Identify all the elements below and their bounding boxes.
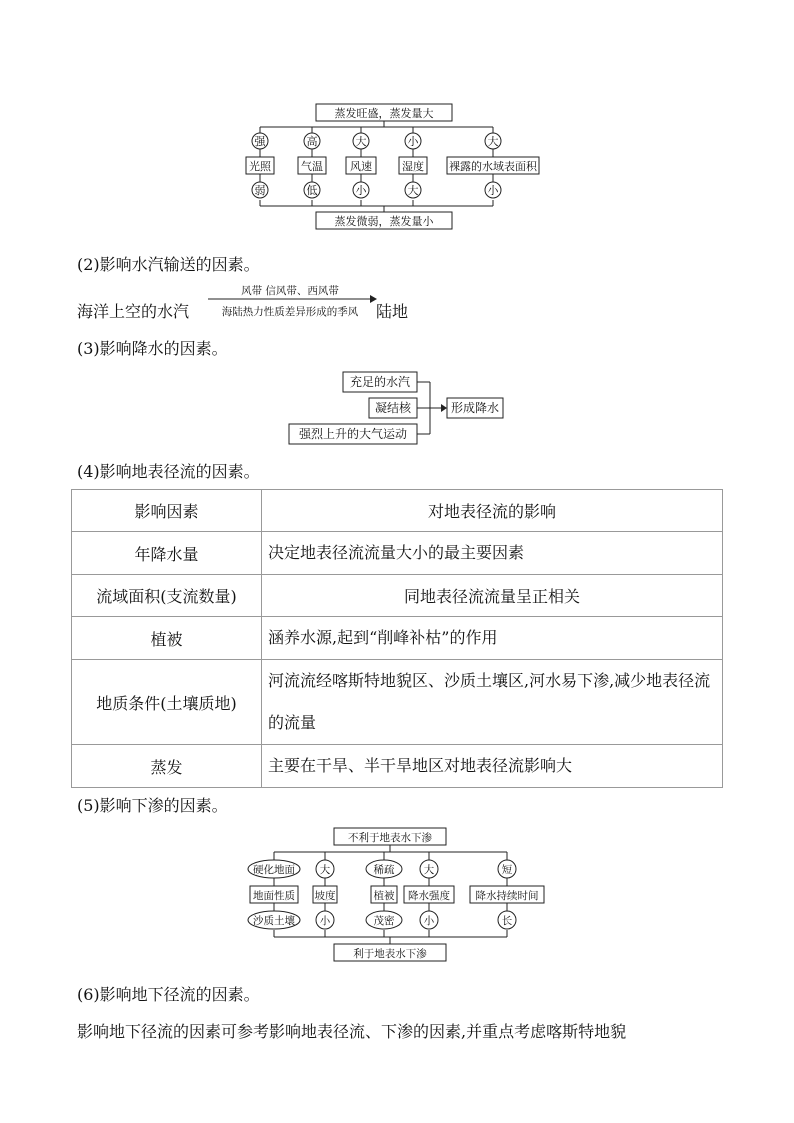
infiltration-factor-label: 降水持续时间 bbox=[475, 890, 539, 902]
evap-low-value: 弱 bbox=[254, 184, 266, 197]
table-row bbox=[72, 532, 723, 575]
precipitation-result: 形成降水 bbox=[450, 401, 500, 415]
condition-nuclei: 凝结核 bbox=[374, 401, 412, 415]
evap-high-value: 大 bbox=[487, 135, 499, 148]
infiltration-low-value: 小 bbox=[319, 915, 331, 927]
infiltration-low-value: 沙质土壤 bbox=[253, 915, 295, 927]
infiltration-bottom-label: 利于地表水下渗 bbox=[353, 948, 427, 960]
vapor-source: 海洋上空的水汽 bbox=[77, 302, 190, 321]
evap-low-value: 低 bbox=[306, 184, 318, 197]
section-6-heading: (6)影响地下径流的因素。 bbox=[77, 985, 260, 1004]
vapor-destination: 陆地 bbox=[376, 302, 409, 321]
condition-uplift: 强烈上升的大气运动 bbox=[298, 427, 408, 441]
infiltration-high-value: 硬化地面 bbox=[253, 864, 295, 876]
infiltration-factor-label: 降水强度 bbox=[408, 890, 450, 902]
evap-high-value: 强 bbox=[254, 135, 266, 148]
evap-low-value: 大 bbox=[407, 184, 419, 197]
evap-factor-label: 湿度 bbox=[402, 160, 424, 173]
infiltration-factor-label: 坡度 bbox=[314, 890, 336, 902]
infiltration-high-value: 短 bbox=[501, 864, 513, 876]
arrow-top-label: 风带 信风带、西风带 bbox=[241, 285, 339, 297]
table-row bbox=[72, 575, 723, 617]
evap-high-value: 小 bbox=[407, 135, 419, 148]
row-effect: 涵养水源,起到“削峰补枯”的作用 bbox=[262, 617, 723, 660]
infiltration-low-value: 长 bbox=[501, 915, 513, 927]
table-row bbox=[72, 660, 723, 745]
precipitation-diagram bbox=[285, 368, 525, 446]
evap-factor-label: 风速 bbox=[350, 160, 372, 173]
table-header-row bbox=[72, 490, 723, 532]
evap-high-value: 高 bbox=[306, 135, 318, 148]
evap-low-value: 小 bbox=[487, 184, 499, 197]
infiltration-high-value: 大 bbox=[423, 864, 435, 876]
row-factor: 地质条件(土壤质地) bbox=[72, 660, 262, 745]
arrow-bottom-label: 海陆热力性质差异形成的季风 bbox=[221, 306, 359, 318]
section-2-heading: (2)影响水汽输送的因素。 bbox=[77, 255, 260, 274]
section-6-paragraph: 影响地下径流的因素可参考影响地表径流、下渗的因素,并重点考虑喀斯特地貌 bbox=[77, 1022, 627, 1041]
section-3-heading: (3)影响降水的因素。 bbox=[77, 339, 228, 358]
row-factor: 流域面积(支流数量) bbox=[72, 575, 262, 617]
transport-arrow bbox=[206, 294, 378, 304]
infiltration-low-value: 茂密 bbox=[373, 915, 395, 927]
row-effect: 决定地表径流流量大小的最主要因素 bbox=[262, 532, 723, 575]
evaporation-diagram bbox=[240, 96, 560, 236]
evap-factor-label: 裸露的水域表面积 bbox=[449, 160, 537, 173]
row-effect: 同地表径流流量呈正相关 bbox=[262, 575, 723, 617]
header-factor: 影响因素 bbox=[72, 490, 262, 532]
infiltration-high-value: 大 bbox=[319, 864, 331, 876]
evap-high-value: 大 bbox=[355, 135, 367, 148]
section-4-heading: (4)影响地表径流的因素。 bbox=[77, 462, 260, 481]
infiltration-factor-label: 植被 bbox=[373, 890, 395, 902]
row-effect: 河流流经喀斯特地貌区、沙质土壤区,河水易下渗,减少地表径流的流量 bbox=[262, 660, 723, 745]
row-factor: 植被 bbox=[72, 617, 262, 660]
row-effect: 主要在干旱、半干旱地区对地表径流影响大 bbox=[262, 745, 723, 788]
row-factor: 蒸发 bbox=[72, 745, 262, 788]
infiltration-low-value: 小 bbox=[423, 915, 435, 927]
evap-factor-label: 光照 bbox=[249, 160, 271, 173]
section-5-heading: (5)影响下渗的因素。 bbox=[77, 796, 228, 815]
infiltration-high-value: 稀疏 bbox=[373, 864, 395, 876]
evap-low-value: 小 bbox=[355, 184, 367, 197]
table-row bbox=[72, 745, 723, 788]
infiltration-factor-label: 地面性质 bbox=[253, 890, 295, 902]
evap-bottom-label: 蒸发微弱，蒸发量小 bbox=[334, 215, 434, 228]
table-row bbox=[72, 617, 723, 660]
evap-top-label: 蒸发旺盛，蒸发量大 bbox=[334, 107, 434, 120]
condition-vapor: 充足的水汽 bbox=[349, 375, 411, 389]
infiltration-top-label: 不利于地表水下渗 bbox=[348, 832, 432, 844]
header-effect: 对地表径流的影响 bbox=[262, 490, 723, 532]
runoff-factors-table bbox=[71, 489, 723, 788]
evap-factor-label: 气温 bbox=[301, 160, 323, 173]
infiltration-diagram bbox=[242, 824, 562, 966]
row-factor: 年降水量 bbox=[72, 532, 262, 575]
